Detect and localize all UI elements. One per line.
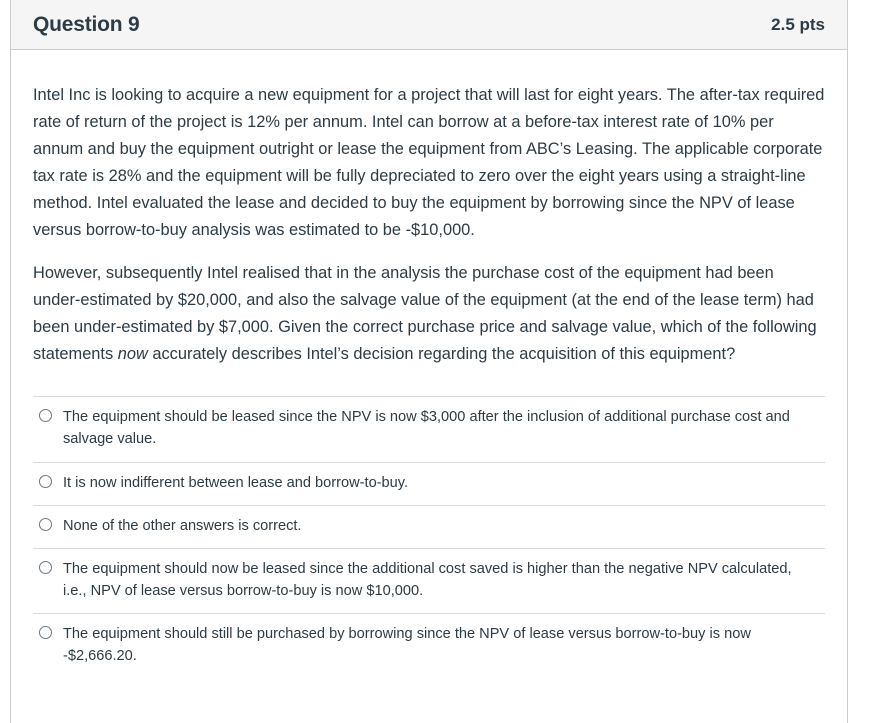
question-paragraph-2-part-1: However, subsequently Intel realised that in the analysis the purchase cost of the equipment had been under-estimated by $20,000, and also the salvage value of the equipment (at the end of the lease term) had been under-estimated by $7,000. Given the correct purchase price and salvage value, which of the following statements bbox=[33, 264, 817, 363]
radio-button-unselected-icon[interactable] bbox=[39, 626, 52, 639]
answer-option-5-label: The equipment should still be purchased by borrowing since the NPV of lease versus borrow-to-buy is now -$2,666.20. bbox=[63, 626, 751, 664]
answer-option-3-label: None of the other answers is correct. bbox=[63, 518, 302, 534]
answer-option-1[interactable] bbox=[33, 396, 825, 462]
radio-button-unselected-icon[interactable] bbox=[39, 409, 52, 422]
question-body bbox=[11, 50, 847, 678]
question-paragraph-1: Intel Inc is looking to acquire a new equipment for a project that will last for eight years. The after-tax required rate of return of the project is 12% per annum. Intel can borrow at a before-tax interest rate of 10% per annum and buy the equipment outright or lease the equipment from ABC’s Leasing. The applicable corporate tax rate is 28% and the equipment will be fully depreciated to zero over the eight years using a straight-line method. Intel evaluated the lease and decided to buy the equipment by borrowing since the NPV of lease versus borrow-to-buy analysis was estimated to be -$10,000. bbox=[33, 86, 825, 239]
question-card bbox=[10, 0, 848, 723]
answer-option-4-label: The equipment should now be leased since the additional cost saved is higher than the negative NPV calculated, i.e., NPV of lease versus borrow-to-buy is now $10,000. bbox=[63, 561, 792, 599]
answer-option-4[interactable] bbox=[33, 548, 825, 613]
radio-button-unselected-icon[interactable] bbox=[39, 475, 52, 488]
answer-option-3[interactable] bbox=[33, 505, 825, 548]
answer-list bbox=[33, 396, 825, 678]
question-text bbox=[33, 82, 825, 368]
answer-option-2-label: It is now indifferent between lease and borrow-to-buy. bbox=[63, 475, 409, 491]
question-title: Question 9 bbox=[33, 12, 140, 36]
question-points: 2.5 pts bbox=[771, 14, 825, 34]
radio-button-unselected-icon[interactable] bbox=[39, 518, 52, 531]
question-paragraph-2-part-2: accurately describes Intel’s decision regarding the acquisition of this equipment? bbox=[147, 345, 736, 363]
answer-option-1-label: The equipment should be leased since the NPV is now $3,000 after the inclusion of additional purchase cost and salvage value. bbox=[63, 409, 790, 447]
answer-option-2[interactable] bbox=[33, 462, 825, 505]
question-paragraph-2 bbox=[33, 260, 825, 368]
answer-option-5[interactable] bbox=[33, 613, 825, 678]
radio-button-unselected-icon[interactable] bbox=[39, 561, 52, 574]
question-paragraph-2-emphasis: now bbox=[117, 345, 148, 363]
question-header bbox=[11, 0, 847, 50]
